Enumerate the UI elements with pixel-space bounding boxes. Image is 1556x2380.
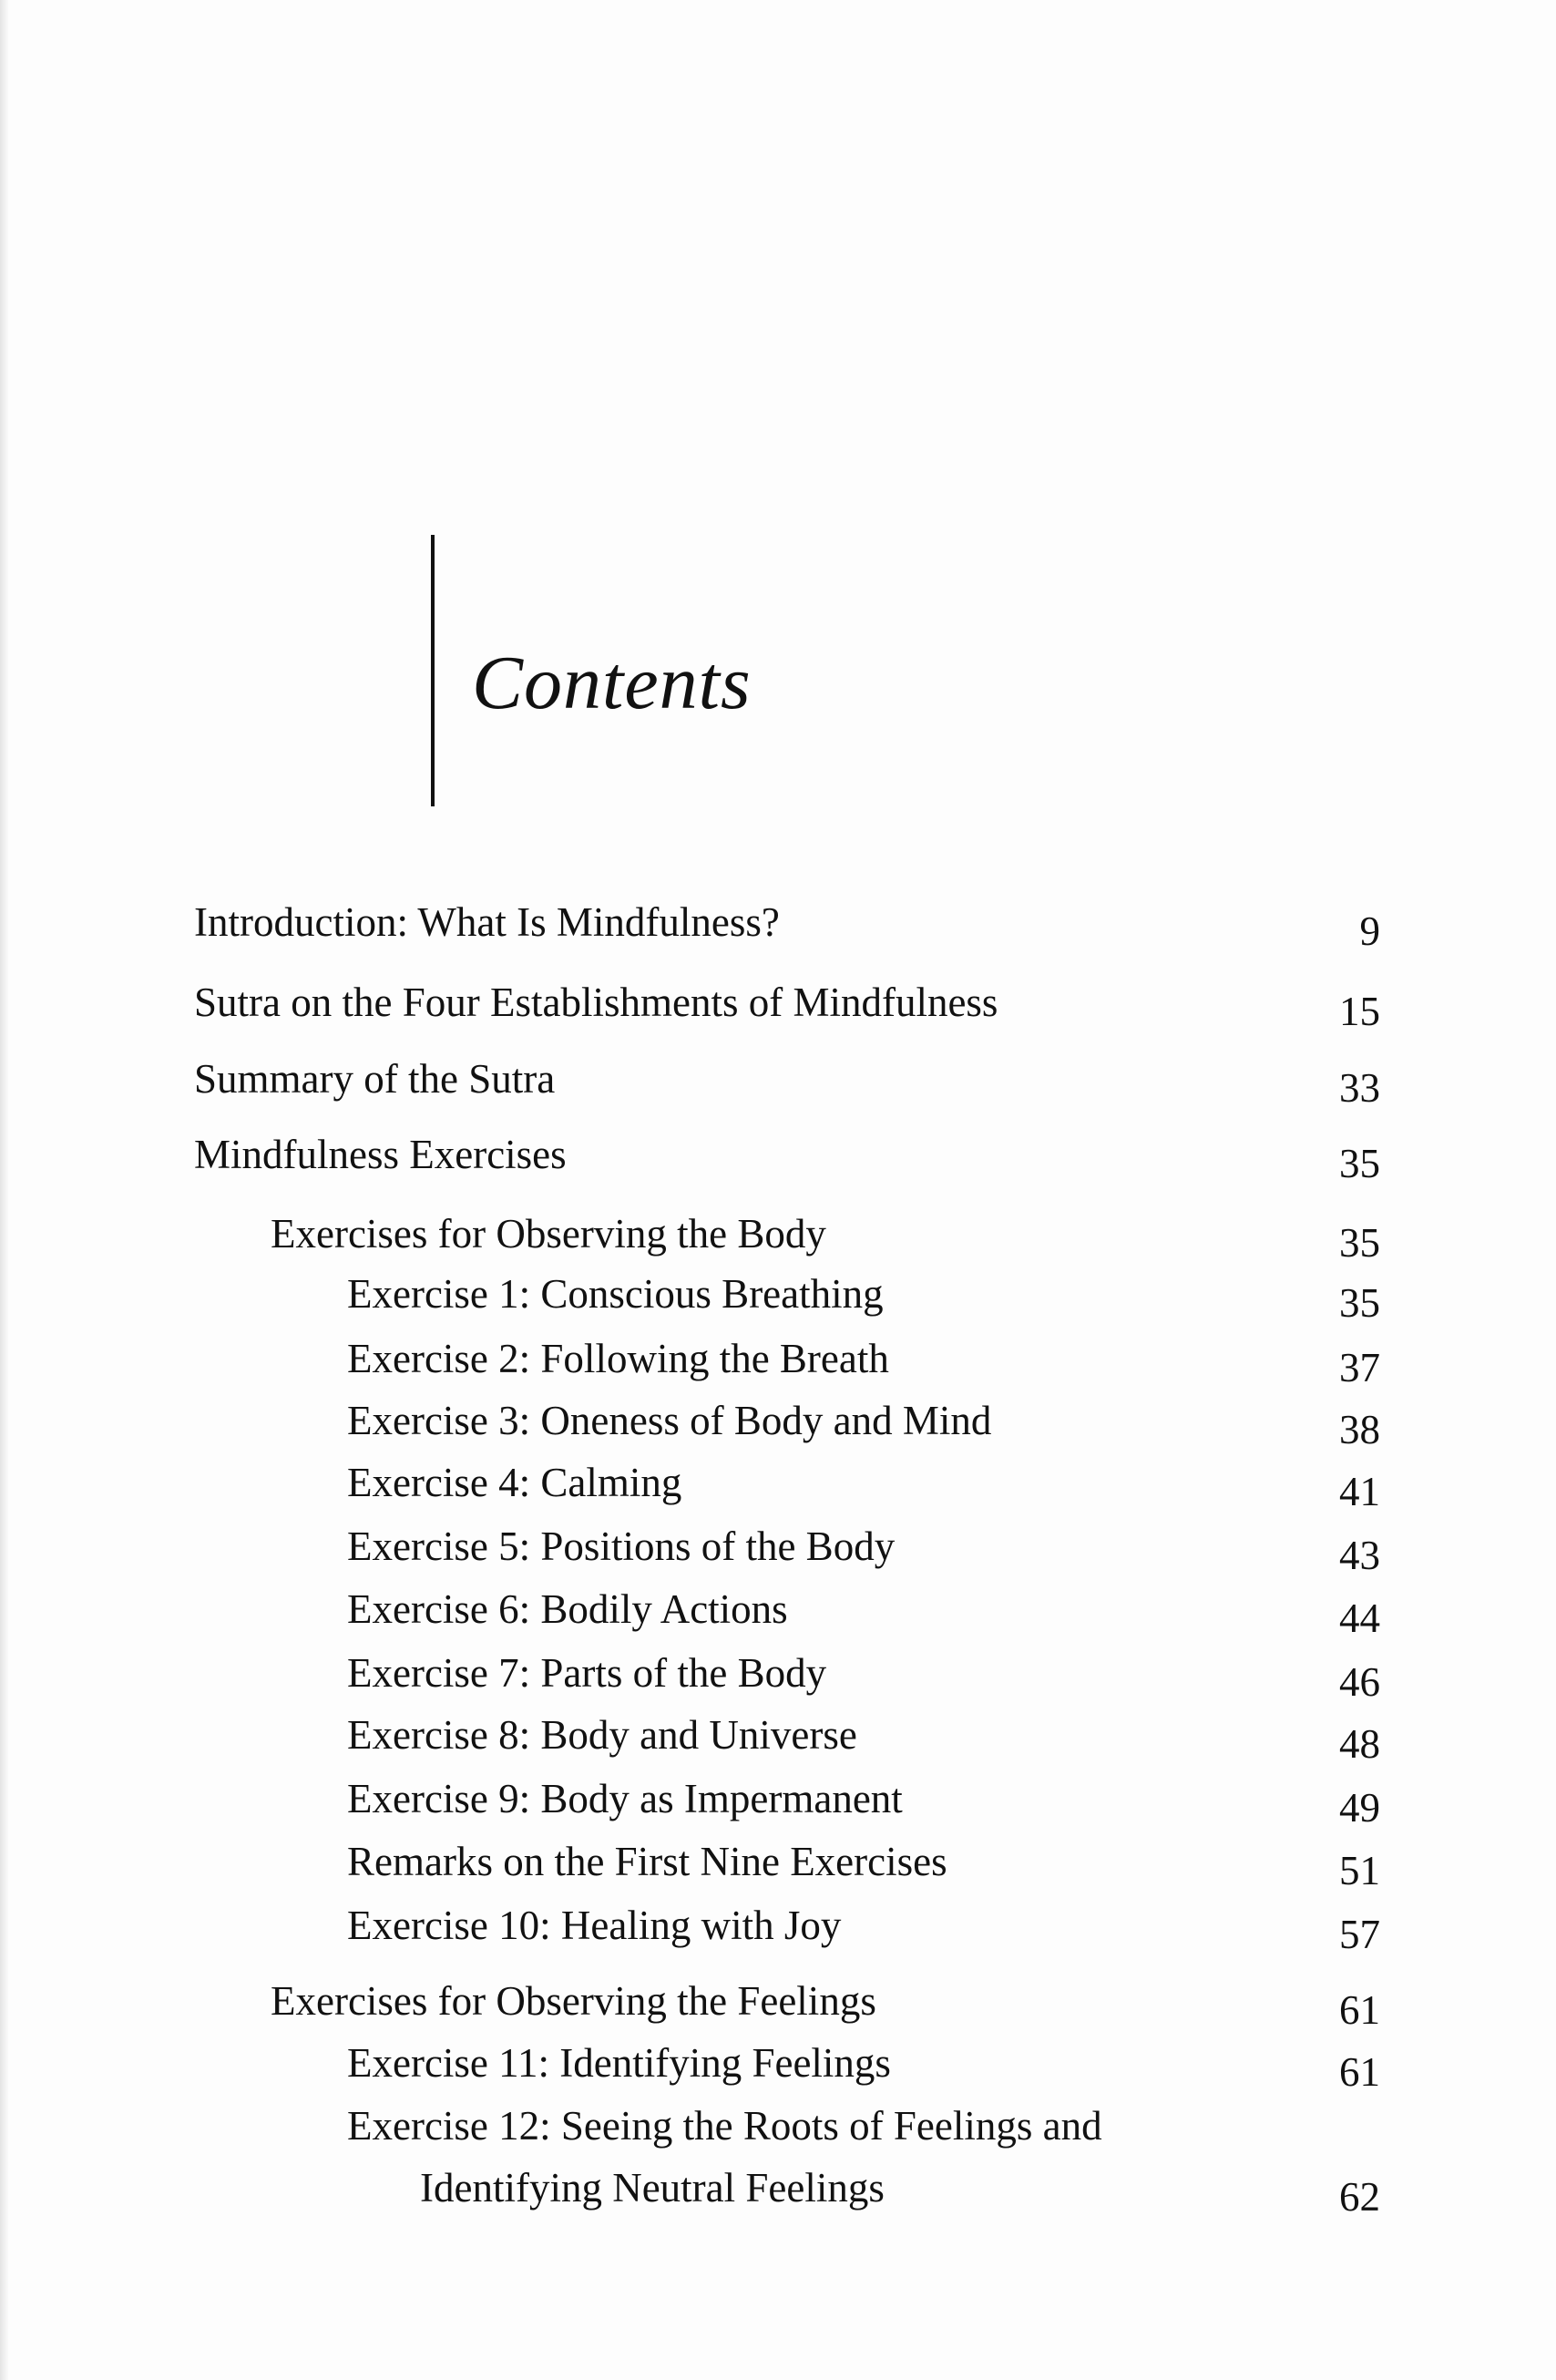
toc-entry (0, 2040, 1556, 2096)
toc-entry-label: Exercise 3: Oneness of Body and Mind (347, 1397, 992, 1443)
toc-entry-page: 49 (1339, 1785, 1380, 1831)
toc-entry-label: Exercises for Observing the Feelings (271, 1978, 876, 2025)
toc-entry-label: Exercise 2: Following the Breath (347, 1335, 889, 1381)
toc-entry (0, 1523, 1556, 1579)
toc-entry-label: Exercise 10: Healing with Joy (347, 1902, 842, 1948)
toc-entry-label: Exercise 4: Calming (347, 1460, 682, 1506)
toc-entry-label: Summary of the Sutra (194, 1055, 556, 1102)
toc-entry (0, 1271, 1556, 1327)
toc-entry-label: Sutra on the Four Establishments of Mindfulness (194, 980, 998, 1026)
toc-entry (0, 1838, 1556, 1893)
toc-entry-page: 62 (1339, 2174, 1380, 2221)
toc-entry-page: 38 (1339, 1406, 1380, 1452)
toc-entry (0, 1902, 1556, 1957)
toc-entry-page: 61 (1339, 2049, 1380, 2096)
toc-entry-page: 61 (1339, 1987, 1380, 2034)
toc-entry (0, 1397, 1556, 1452)
toc-entry-page: 37 (1339, 1344, 1380, 1390)
toc-entry-page: 15 (1339, 989, 1380, 1035)
toc-entry-label: Remarks on the First Nine Exercises (347, 1838, 947, 1884)
toc-entry-label: Mindfulness Exercises (194, 1132, 567, 1178)
toc-entry-page: 46 (1339, 1658, 1380, 1705)
toc-entry (0, 1335, 1556, 1390)
toc-entry (0, 1776, 1556, 1831)
toc-entry-page: 35 (1339, 1280, 1380, 1327)
toc-entry (0, 1210, 1556, 1266)
toc-entry-page: 33 (1339, 1064, 1380, 1111)
toc-entry-label: Exercise 7: Parts of the Body (347, 1649, 827, 1696)
page-title: Contents (472, 641, 752, 725)
toc-entry-label: Exercise 11: Identifying Feelings (347, 2040, 891, 2087)
toc-entry-label: Exercise 1: Conscious Breathing (347, 1271, 884, 1318)
toc-entry (0, 898, 1556, 954)
toc-entry-page: 57 (1339, 1911, 1380, 1957)
toc-entry-label: Exercise 8: Body and Universe (347, 1712, 857, 1759)
toc-entry (0, 1460, 1556, 1515)
toc-entry-label: Identifying Neutral Feelings (420, 2165, 885, 2211)
title-rule (431, 535, 435, 806)
toc-entry-page: 44 (1339, 1595, 1380, 1641)
toc-entry-label: Exercise 5: Positions of the Body (347, 1523, 896, 1570)
toc-entry (0, 1055, 1556, 1111)
toc-entry-label: Exercise 6: Bodily Actions (347, 1585, 788, 1632)
toc-entry-page: 35 (1339, 1219, 1380, 1266)
toc-entry-page: 9 (1359, 908, 1380, 954)
toc-entry (0, 1585, 1556, 1641)
toc-entry (0, 980, 1556, 1035)
toc-entry (0, 1712, 1556, 1768)
toc-entry (0, 1978, 1556, 2034)
toc-entry-page: 41 (1339, 1469, 1380, 1515)
toc-entry-page: 43 (1339, 1533, 1380, 1579)
toc-entry-label: Exercise 9: Body as Impermanent (347, 1776, 903, 1822)
toc-entry-label: Introduction: What Is Mindfulness? (194, 898, 780, 945)
toc-entry-label: Exercises for Observing the Body (271, 1210, 826, 1257)
toc-entry-page: 48 (1339, 1721, 1380, 1768)
toc-entry-label: Exercise 12: Seeing the Roots of Feelings and (347, 2102, 1102, 2149)
toc-entry (0, 2165, 1556, 2221)
page-edge-shadow (0, 0, 9, 2380)
toc-entry (0, 1132, 1556, 1187)
toc-entry (0, 2102, 1556, 2149)
toc-entry-page: 35 (1339, 1141, 1380, 1187)
toc-entry (0, 1649, 1556, 1705)
toc-entry-page: 51 (1339, 1847, 1380, 1893)
